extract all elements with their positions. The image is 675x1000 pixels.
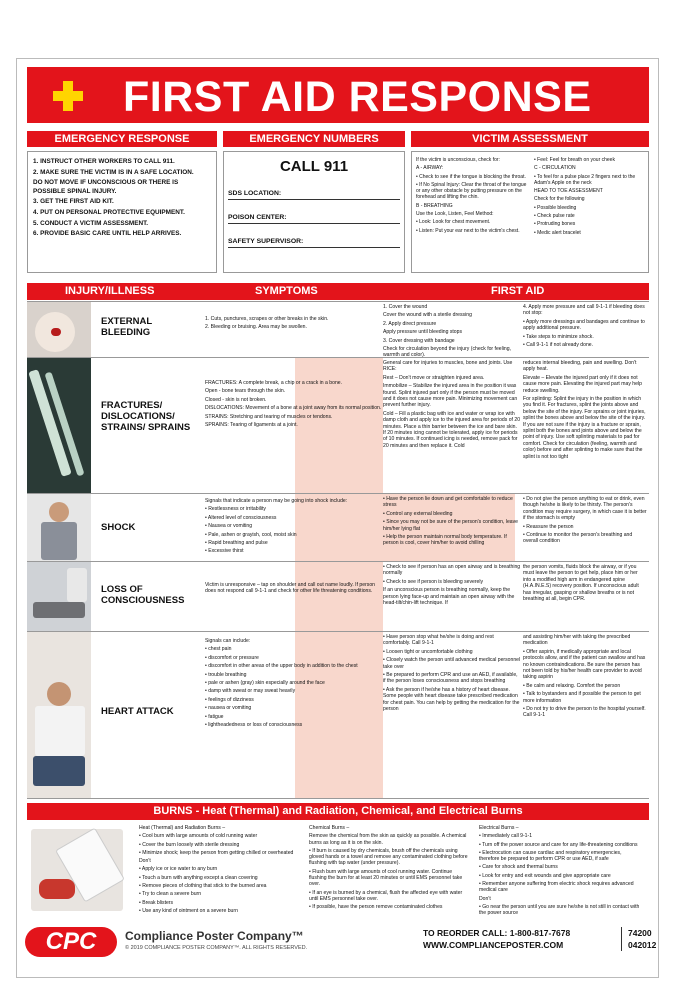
text-line: Chemical Burns – xyxy=(309,825,350,831)
row-name: SHOCK xyxy=(101,522,136,533)
text-line: • Use any kind of ointment on a severe burn xyxy=(139,907,238,914)
text-line: • Be calm and relaxing. Comfort the person xyxy=(523,682,621,689)
text-line: • Offer aspirin, if medically appropriate and local protocols allow, and if the patient can swallow and has no known contraindications. Be sure the person has not been told by his/her health care provider to avoid taking aspirin xyxy=(523,648,646,681)
title-banner xyxy=(27,67,649,123)
text-line: • If possible, have the person remove contaminated clothes xyxy=(309,904,443,911)
text-line: • Continue to monitor the person's breathing and overall condition xyxy=(523,532,633,545)
text-line: Signals that indicate a person may be going into shock include: xyxy=(205,498,348,504)
page-title: FIRST AID RESPONSE xyxy=(123,73,592,121)
text-line: • If No Spinal Injury: Clear the throat of the tongue or any other obstacle by putting pressure on the forehead and lifting the chin. xyxy=(416,181,527,201)
text-line: 3. Cover dressing with bandage xyxy=(383,337,455,344)
text-line: and assisting him/her with taking the prescribed medication xyxy=(523,634,631,647)
row-first-aid-2 xyxy=(523,564,647,604)
row-symptoms xyxy=(205,638,383,730)
text-line: HEAD TO TOE ASSESSMENT xyxy=(534,188,603,195)
emergency-step: 4. PUT ON PERSONAL PROTECTIVE EQUIPMENT. xyxy=(33,208,185,216)
burns-heading: BURNS - Heat (Thermal) and Radiation, Chemical, and Electrical Burns xyxy=(27,803,649,820)
text-line: 2. Bleeding or bruising. Area may be swollen. xyxy=(205,324,307,331)
text-line: STRAINS: Stretching and tearing of muscles or tendons. xyxy=(205,413,333,420)
header-symptoms: SYMPTOMS xyxy=(255,285,318,297)
text-line: • trouble breathing xyxy=(205,671,247,678)
text-line: • Touch a burn with anything except a clean covering xyxy=(139,874,258,881)
chemical-bottle-image xyxy=(31,829,123,911)
text-line: FRACTURES: A complete break, a chip or a crack in a bone. xyxy=(205,380,343,386)
row-first-aid-1 xyxy=(383,304,521,357)
emergency-step: 6. PROVIDE BASIC CARE UNTIL HELP ARRIVES. xyxy=(33,230,182,238)
text-line: • Reassure the person xyxy=(523,523,574,530)
text-line: 1. Cover the wound xyxy=(383,304,428,310)
row-first-aid-1 xyxy=(383,360,521,451)
sku-date: 042012 xyxy=(628,940,657,950)
table-header xyxy=(27,283,649,300)
text-line: Closed - skin is not broken. xyxy=(205,396,267,403)
table-row xyxy=(27,493,649,561)
copyright: © 2019 COMPLIANCE POSTER COMPANY™. ALL RIGHTS RESERVED. xyxy=(125,945,308,951)
text-line: • Do not try to drive the person to the hospital yourself. Call 9-1-1 xyxy=(523,706,646,719)
text-line: If the victim is unconscious, check for: xyxy=(416,157,500,163)
text-line: C - CIRCULATION xyxy=(534,165,576,172)
text-line: • Flush burn with large amounts of cool running water. Continue flushing the burn for at least 20 minutes or until EMS personnel take over. xyxy=(309,868,463,888)
text-line: Immobilize – Stabilize the injured area in the position it was found. Splint injured part only if the person must be moved and it does not cause more pain. Minimizing movement can prevent further injury. xyxy=(383,383,518,409)
text-line: the person vomits, fluids block the airway, or if you must leave the person to get help, place him or her into a modified high arm in endangered spine (H.A.IN.E.S) recovery position. If unconscious adult has irregular, gasping or shallow breaths or is not breathing at all, begin CPR. xyxy=(523,564,639,603)
text-line: • Help the person maintain normal body temperature. If person is cool, cover him/her to avoid chilling xyxy=(383,534,507,547)
text-line: • Excessive thirst xyxy=(205,548,244,555)
table-row xyxy=(27,301,649,357)
text-line: • Protruding bones xyxy=(534,221,576,228)
sds-location-field: SDS LOCATION: xyxy=(228,190,400,200)
website-link[interactable]: WWW.COMPLIANCEPOSTER.COM xyxy=(423,940,564,950)
text-line: reduces internal bleeding, pain and swelling. Don't apply heat. xyxy=(523,360,637,373)
text-line: Open - bone tears through the skin. xyxy=(205,388,286,395)
unconscious-person-image xyxy=(27,562,91,631)
text-line: • pale or ashen (gray) skin especially around the face xyxy=(205,680,325,687)
text-line: Electrical Burns – xyxy=(479,825,519,831)
text-line: • Take steps to minimize shock. xyxy=(523,333,594,340)
text-line: • If burn is caused by dry chemicals, brush off the chemicals using gloved hands or a towel and remove any contaminated clothing before flushing with tap water (under pressure). xyxy=(309,847,468,867)
text-line: DISLOCATIONS: Movement of a bone at a joint away from its normal position. xyxy=(205,405,382,412)
text-line: Signals can include: xyxy=(205,638,251,644)
text-line: • Apply ice or ice water to any burn xyxy=(139,866,218,873)
text-line: • feelings of dizziness xyxy=(205,696,254,703)
text-line: • Remove pieces of clothing that stick to the burned area xyxy=(139,883,267,890)
emergency-numbers-box xyxy=(223,151,405,273)
victim-assessment-box xyxy=(411,151,649,273)
row-first-aid-2 xyxy=(523,304,647,350)
assessment-col1 xyxy=(416,157,528,236)
text-line: SPRAINS: Tearing of ligaments at a joint. xyxy=(205,422,298,429)
text-line: Heat (Thermal) and Radiation Burns – xyxy=(139,825,226,831)
row-first-aid-1 xyxy=(383,496,521,549)
text-line: For splinting: Splint the injury in the position in which you find it. For fractures, splint the joints above and below the site of the injury. For sprains or joint injuries, splint the bones above and below the site of the injury. If you are not sure if the injury is a fracture or sprain, splint both the bones and joints above and below the point of injury. Use soft splinting materials to pad for comfort. Check for circulation (feeling, warmth and color) before and after splinting to make sure that the splint is not too tight xyxy=(523,396,646,460)
row-name: LOSS OF CONSCIOUSNESS xyxy=(101,584,185,606)
text-line: • Loosen tight or uncomfortable clothing xyxy=(383,648,473,655)
text-line: • Rapid breathing and pulse xyxy=(205,540,268,547)
row-symptoms xyxy=(205,380,383,430)
text-line: 2. Apply direct pressure xyxy=(383,320,437,327)
victim-assessment-heading: VICTIM ASSESSMENT xyxy=(411,131,649,147)
text-line: A - AIRWAY: xyxy=(416,165,444,172)
row-name: EXTERNAL BLEEDING xyxy=(101,316,153,338)
reorder-info xyxy=(423,927,570,951)
text-line: • Go near the person until you are sure he/she is not still in contact with the power source xyxy=(479,903,640,917)
text-line: • Nausea or vomiting xyxy=(205,523,253,530)
reorder-phone: TO REORDER CALL: 1-800-817-7678 xyxy=(423,928,571,938)
call-911: CALL 911 xyxy=(279,158,349,175)
text-line: • Call 9-1-1 if not already done. xyxy=(523,342,594,349)
row-name: HEART ATTACK xyxy=(101,706,174,717)
text-line: Check for circulation beyond the injury (check for feeling, warmth and color). xyxy=(383,346,511,357)
text-line: • Try to clean a severe burn xyxy=(139,891,202,898)
text-line: • Look: Look for chest movement. xyxy=(416,219,491,226)
text-line: Use the Look, Listen, Feel Method: xyxy=(416,211,494,218)
text-line: • Apply more dressings and bandages and continue to apply additional pressure. xyxy=(523,318,645,332)
row-name: FRACTURES/ DISLOCATIONS/ STRAINS/ SPRAINS xyxy=(101,400,191,433)
text-line: • To feel for a pulse place 2 fingers next to the Adam's Apple on the neck xyxy=(534,173,636,186)
emergency-step: 5. CONDUCT A VICTIM ASSESSMENT. xyxy=(33,219,149,227)
text-line: • Care for shock and thermal burns xyxy=(479,864,558,871)
text-line: B - BREATHING xyxy=(416,202,453,209)
text-line: • lightheadedness or loss of consciousness xyxy=(205,722,303,729)
text-line: Apply pressure until bleeding stops xyxy=(383,329,463,336)
text-line: • Since you may not be sure of the person's condition, leave him/her lying flat xyxy=(383,519,518,532)
text-line: • Electrocution can cause cardiac and respiratory emergencies, therefore be prepared to perform CPR or use AED, if safe xyxy=(479,849,622,863)
cpc-logo: CPC xyxy=(25,927,117,957)
text-line: • chest pain xyxy=(205,646,232,653)
text-line: • Minimize shock; keep the person from getting chilled or overheated xyxy=(139,849,294,856)
table-row xyxy=(27,631,649,799)
row-symptoms xyxy=(205,316,383,333)
thermal-burns xyxy=(139,825,299,916)
text-line: • Closely watch the person until advanced medical personnel take over xyxy=(383,657,521,670)
chemical-burns xyxy=(309,825,469,913)
text-line: • Do not give the person anything to eat or drink, even though he/she is likely to be thirsty. The person's condition may require surgery, in which case it is better if the stomach is empty xyxy=(523,496,647,522)
x-ray-image xyxy=(27,358,91,493)
text-line: • Cover the burn loosely with sterile dressing xyxy=(139,841,240,848)
table-row xyxy=(27,357,649,493)
text-line: Cold – Fill a plastic bag with ice and water or wrap ice with damp cloth and apply ice to the injured area for periods of 20 minutes. Place a thin barrier between the ice and bare skin. If 20 minutes icing cannot be tolerated, apply ice for periods of 10 minutes. If continued icing is needed, remove pack for 20 minutes and then replace it. Cold xyxy=(383,410,521,449)
text-line: General care for injuries to muscles, bone and joints. Use RICE: xyxy=(383,360,513,373)
sku-number: 74200 xyxy=(628,928,652,938)
row-first-aid-2 xyxy=(523,634,647,721)
text-line: If an unconscious person is breathing normally, keep the person lying face-up and maintain an open airway with the head-tilt/chin-lift technique. If xyxy=(383,587,515,607)
text-line: • Remember anyone suffering from electric shock requires advanced medical care xyxy=(479,881,634,894)
text-line: • Turn off the power source and care for any life-threatening conditions xyxy=(479,841,638,848)
text-line: Don't xyxy=(139,858,151,865)
text-line: • Ask the person if he/she has a history of heart disease. Some people with heart disease take prescribed medication for chest pain. You can help by getting the medication for the person xyxy=(383,686,520,713)
text-line: Check for the following xyxy=(534,196,585,203)
row-first-aid-1 xyxy=(383,634,521,714)
safety-supervisor-field: SAFETY SUPERVISOR: xyxy=(228,238,400,248)
text-line: • Have person stop what he/she is doing and rest comfortably. Call 9-1-1 xyxy=(383,634,494,647)
text-line: • Immediately call 9-1-1 xyxy=(479,833,533,840)
company-name: Compliance Poster Company™ xyxy=(125,929,304,943)
row-first-aid-2 xyxy=(523,496,647,547)
first-aid-cross-icon xyxy=(53,81,83,111)
person-in-shock-image xyxy=(27,494,91,561)
text-line: • fatigue xyxy=(205,713,224,720)
electrical-burns xyxy=(479,825,643,919)
poster xyxy=(16,58,659,978)
text-line: • Medic alert bracelet xyxy=(534,229,581,236)
text-line: • If an eye is burned by a chemical, flush the affected eye with water until EMS personnel take over. xyxy=(309,889,463,902)
text-line: 4. Apply more pressure and call 9-1-1 if bleeding does not stop: xyxy=(523,304,645,317)
text-line: • Check to see if person has an open airway and is breathing normally xyxy=(383,564,521,577)
text-line: • Control any external bleeding xyxy=(383,510,453,517)
text-line: • Check to see if person is bleeding severely xyxy=(383,578,484,585)
emergency-steps xyxy=(28,152,216,247)
text-line: 1. Cuts, punctures, scrapes or other breaks in the skin. xyxy=(205,316,329,322)
text-line: • Check to see if the tongue is blocking the throat. xyxy=(416,173,526,180)
text-line: • Look for entry and exit wounds and give appropriate care xyxy=(479,872,611,879)
text-line: • Have the person lie down and get comfortable to reduce stress xyxy=(383,496,513,509)
text-line: • Cool burn with large amounts of cold running water xyxy=(139,833,258,840)
header-injury: INJURY/ILLNESS xyxy=(65,285,155,297)
text-line: Victim is unresponsive – tap on shoulder and call out name loudly. If person does not respond call 9-1-1 and check for other life threatening conditions. xyxy=(205,582,375,595)
text-line: • Restlessness or irritability xyxy=(205,506,266,513)
text-line: Remove the chemical from the skin as quickly as possible. A chemical burns as long as it is on the skin. xyxy=(309,833,467,846)
row-symptoms xyxy=(205,498,383,557)
sku-block xyxy=(621,927,656,951)
text-line: • Listen: Put your ear next to the victim's chest. xyxy=(416,227,520,234)
emergency-step: DO NOT MOVE IF UNCONSCIOUS OR THERE IS POSSIBLE SPINAL INJURY. xyxy=(33,179,179,195)
emergency-response-box xyxy=(27,151,217,273)
bandaged-finger-image xyxy=(27,302,91,357)
emergency-step: 2. MAKE SURE THE VICTIM IS IN A SAFE LOCATION. xyxy=(33,168,194,176)
text-line: Don't xyxy=(479,895,491,902)
text-line: • Altered level of consciousness xyxy=(205,514,277,521)
row-first-aid-2 xyxy=(523,360,647,462)
text-line: • Be prepared to perform CPR and use an AED, if available, if the person loses consciousness and stops breathing xyxy=(383,672,518,685)
text-line: • Break blisters xyxy=(139,899,174,906)
row-symptoms xyxy=(205,582,383,597)
heart-attack-image xyxy=(27,632,91,798)
row-first-aid-1 xyxy=(383,564,521,608)
poison-center-field: POISON CENTER: xyxy=(228,214,400,224)
emergency-step: 3. GET THE FIRST AID KIT. xyxy=(33,198,114,206)
text-line: • nausea or vomiting xyxy=(205,705,252,712)
emergency-numbers-heading: EMERGENCY NUMBERS xyxy=(223,131,405,147)
footer xyxy=(17,917,660,979)
text-line: • Check pulse rate xyxy=(534,213,575,220)
table-row xyxy=(27,561,649,631)
text-line: Rest – Don't move or straighten injured area. xyxy=(383,374,485,381)
text-line: • Feel: Feel for breath on your cheek xyxy=(534,157,615,163)
header-first-aid: FIRST AID xyxy=(491,285,545,297)
emergency-step: 1. INSTRUCT OTHER WORKERS TO CALL 911. xyxy=(33,158,175,165)
emergency-response-heading: EMERGENCY RESPONSE xyxy=(27,131,217,147)
text-line: • Pale, ashen or grayish, cool, moist skin xyxy=(205,531,297,538)
text-line: • Possible bleeding xyxy=(534,204,577,211)
text-line: • discomfort or pressure xyxy=(205,654,259,661)
assessment-col2 xyxy=(534,157,646,238)
text-line: • damp with sweat or may sweat heavily xyxy=(205,688,296,695)
text-line: Elevate – Elevate the injured part only if it does not cause more pain. Elevating the injured part may help reduce swelling. xyxy=(523,374,642,394)
text-line: Cover the wound with a sterile dressing xyxy=(383,312,472,319)
text-line: • discomfort in other areas of the upper body in addition to the chest xyxy=(205,663,358,670)
text-line: • Talk to bystanders and if possible the person to get more information xyxy=(523,691,641,704)
